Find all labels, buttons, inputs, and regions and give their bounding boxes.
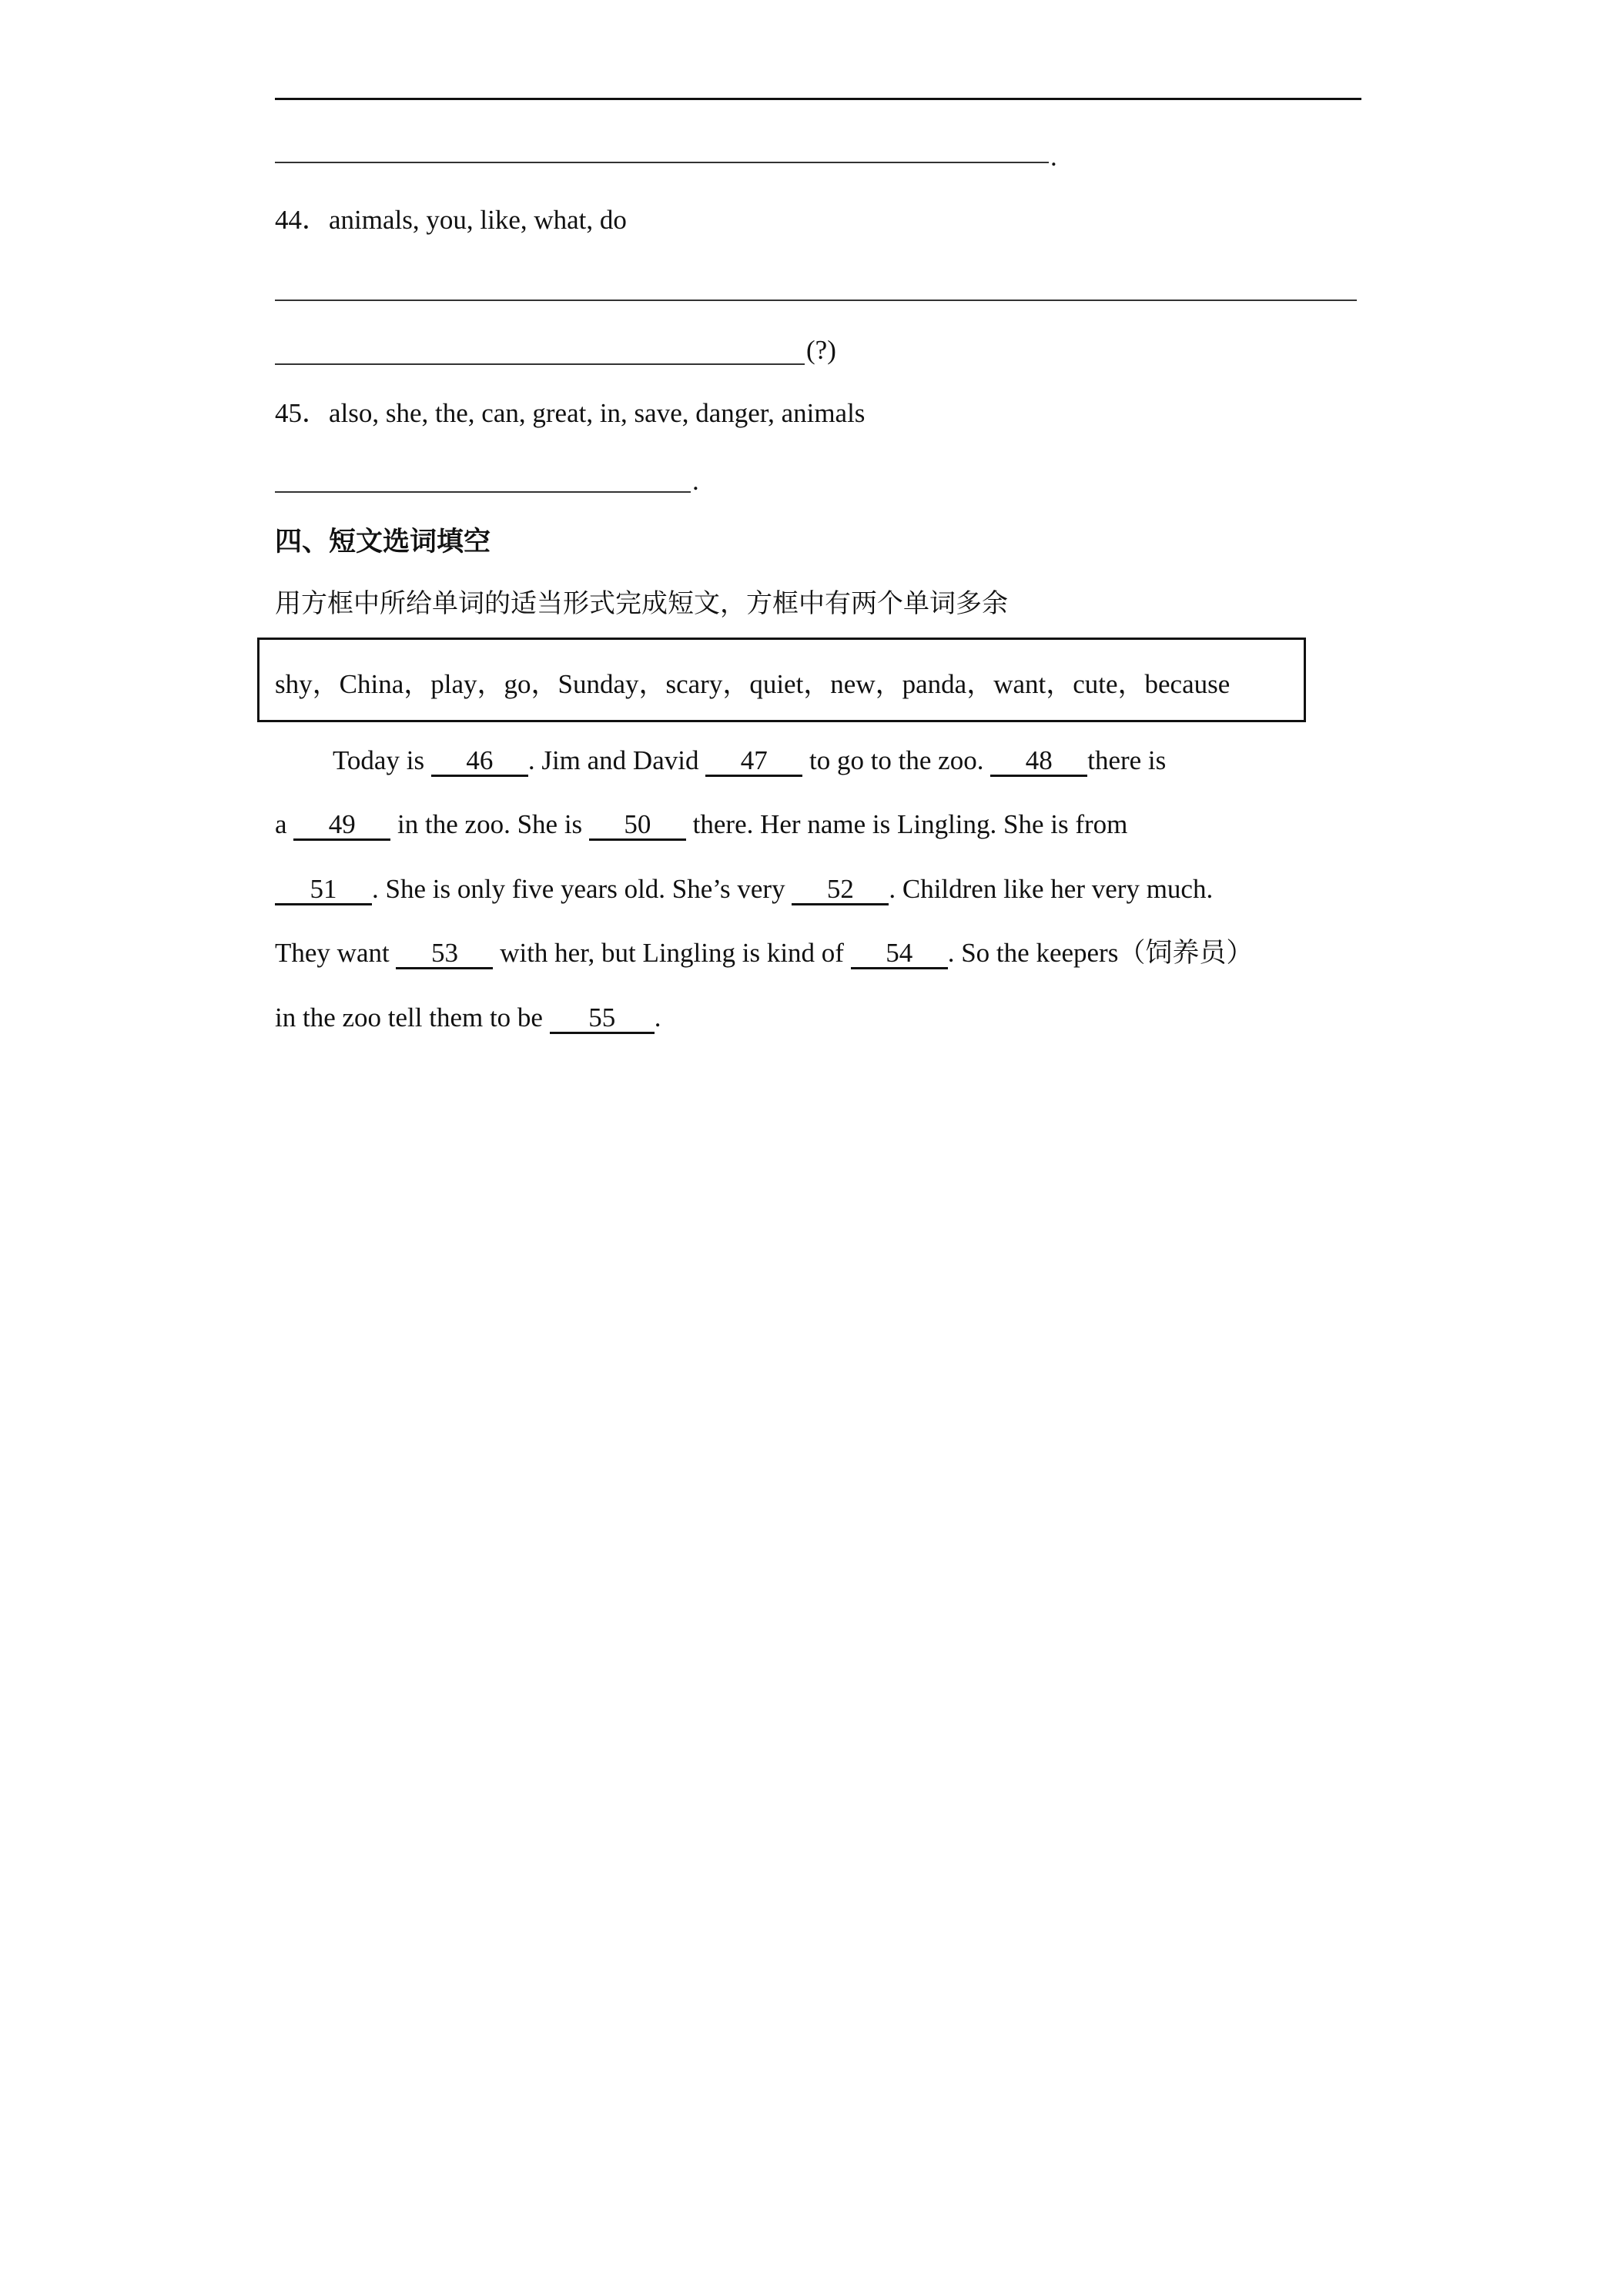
blank-47[interactable]: 47 — [705, 747, 802, 777]
answer-line-44a[interactable] — [275, 300, 1357, 301]
blank-53[interactable]: 53 — [396, 939, 493, 969]
answer-line-top — [275, 98, 1361, 100]
passage-line-3: 51 . She is only five years old. She’s very 52 . Children like her very much. — [275, 872, 1213, 906]
word-bank: shy，China，play，go，Sunday，scary，quiet，new，panda，want，cute，because — [275, 669, 1231, 699]
section-instructions: 用方框中所给单词的适当形式完成短文，方框中有两个单词多余 — [275, 588, 1008, 619]
blank-51[interactable]: 51 — [275, 875, 372, 905]
passage-line-2: a 49 in the zoo. She is 50 there. Her name is Lingling. She is from — [275, 809, 1128, 839]
word-bank-box — [257, 638, 1306, 722]
question-number: 45． — [275, 398, 330, 428]
answer-line-45[interactable] — [275, 491, 691, 493]
passage-line-1: Today is 46 . Jim and David 47 to go to the zoo. 48 there is — [333, 745, 1167, 775]
blank-50[interactable]: 50 — [589, 811, 686, 841]
blank-52[interactable]: 52 — [792, 875, 889, 905]
passage-line-4: They want 53 with her, but Lingling is kind of 54 . So the keepers（饲养员） — [275, 938, 1254, 968]
answer-end-45: . — [692, 466, 699, 496]
answer-end-44: (?) — [806, 335, 836, 365]
section-heading: 四、短文选词填空 — [275, 527, 491, 557]
answer-line-43[interactable] — [275, 162, 1049, 163]
question-text: animals, you, like, what, do — [329, 205, 627, 235]
blank-54[interactable]: 54 — [851, 939, 948, 969]
passage-line-5: in the zoo tell them to be 55 . — [275, 1002, 661, 1033]
blank-55[interactable]: 55 — [550, 1004, 655, 1034]
blank-46[interactable]: 46 — [431, 747, 528, 777]
blank-48[interactable]: 48 — [990, 747, 1087, 777]
question-number: 44． — [275, 205, 330, 235]
answer-line-44b[interactable] — [275, 363, 805, 365]
answer-end-43: . — [1050, 142, 1057, 172]
question-45 — [275, 397, 865, 430]
blank-49[interactable]: 49 — [293, 811, 390, 841]
question-44 — [275, 203, 627, 237]
question-text: also, she, the, can, great, in, save, danger, animals — [329, 398, 866, 428]
